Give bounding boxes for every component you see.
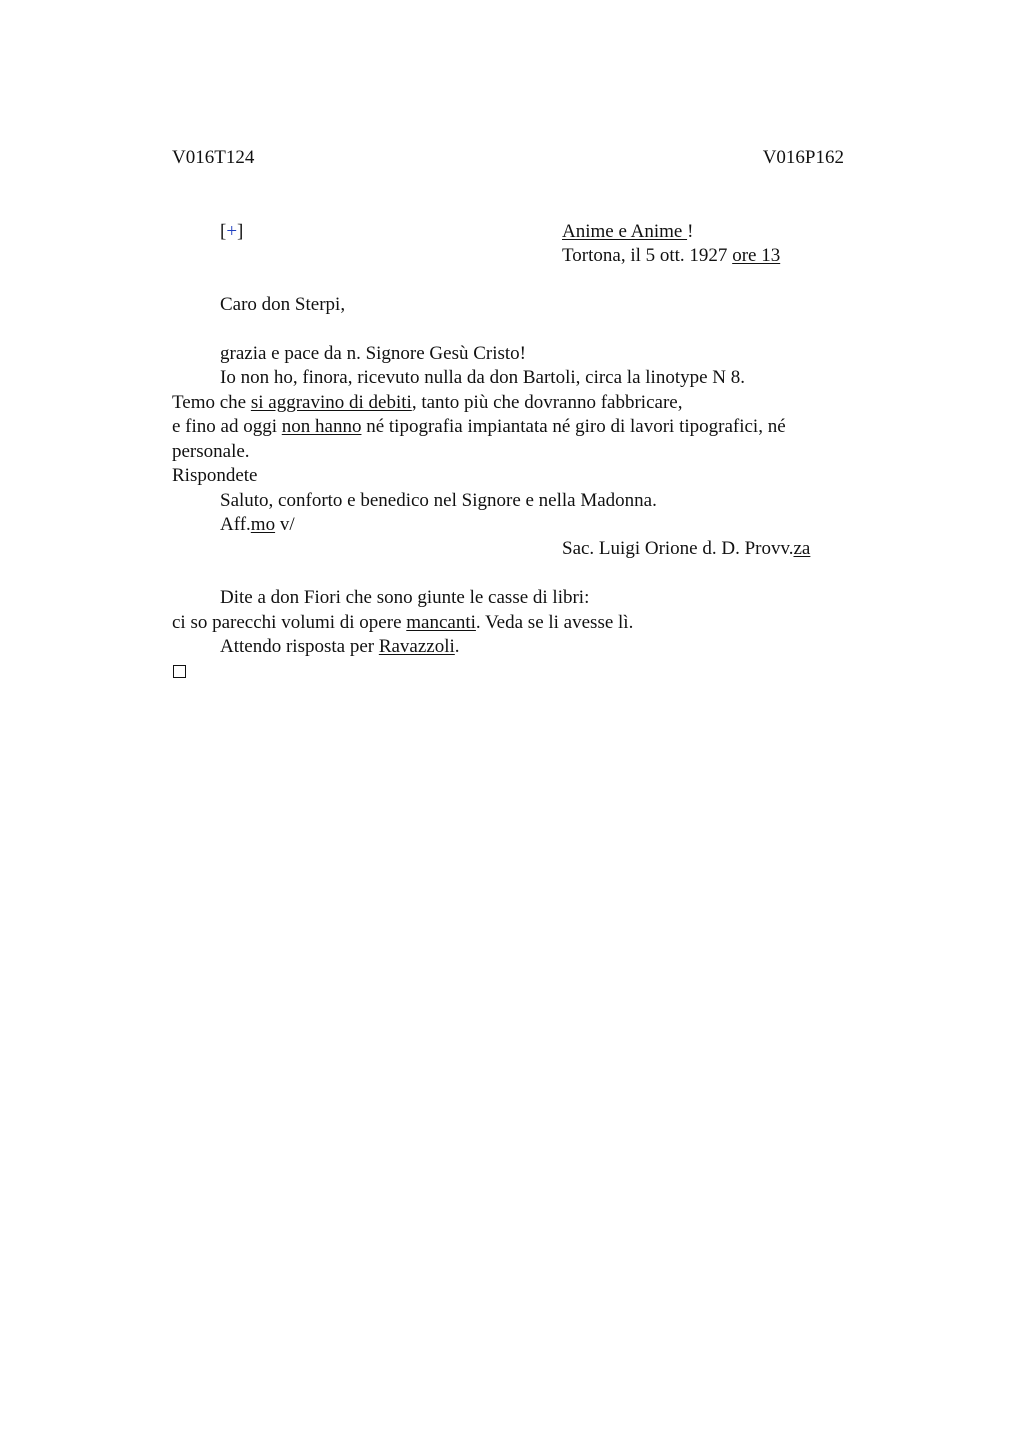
body-line-2-end: , tanto più che dovranno fabbricare, (411, 392, 683, 413)
postscript-line-3-end: . (454, 636, 460, 657)
affectionate-line (220, 513, 295, 537)
body-line-3-underlined: non hanno (281, 416, 362, 437)
aff-underlined: mo (250, 514, 276, 535)
header-right-code: V016P162 (762, 147, 844, 168)
postscript-line-2-underlined: mancanti (406, 612, 476, 633)
body-line-4: personale. (172, 441, 250, 462)
postscript-line-3-underlined: Ravazzoli (378, 636, 455, 657)
cross-icon: + (226, 221, 238, 242)
postscript-line-3 (220, 635, 460, 659)
body-line-1: Io non ho, finora, ricevuto nulla da don Bartoli, circa la linotype N 8. (220, 367, 745, 388)
hour-text: ore 13 (732, 245, 781, 266)
motto-text: Anime e Anime (562, 221, 688, 242)
salutation: Caro don Sterpi, (220, 294, 346, 315)
body-line-3-end: né tipografia impiantata né giro di lavori tipografici, né (361, 416, 786, 437)
cross-mark (220, 220, 243, 244)
signature-text: Sac. Luigi Orione d. D. Provv. (562, 538, 794, 559)
body-line-5: Rispondete (172, 465, 258, 486)
aff-end: v/ (275, 514, 295, 535)
header-left-code: V016T124 (172, 147, 255, 168)
place-date-text: Tortona, il 5 ott. 1927 (562, 245, 733, 266)
cross-close-bracket: ] (237, 221, 244, 242)
body-line-2-underlined: si aggravino di debiti (250, 392, 412, 413)
end-square-icon (173, 665, 186, 678)
postscript-line-1: Dite a don Fiori che sono giunte le casse di libri: (220, 587, 590, 608)
postscript-line-2 (172, 611, 633, 635)
body-line-3-start: e fino ad oggi (172, 416, 282, 437)
motto-exclamation: ! (687, 221, 694, 242)
postscript-line-2-start: ci so parecchi volumi di opere (172, 612, 407, 633)
aff-start: Aff. (220, 514, 251, 535)
place-date (562, 244, 780, 268)
postscript-line-3-start: Attendo risposta per (220, 636, 379, 657)
closing-line: Saluto, conforto e benedico nel Signore e nella Madonna. (220, 490, 657, 511)
body-line-3 (172, 415, 786, 439)
postscript-line-2-end: . Veda se li avesse lì. (475, 612, 634, 633)
body-line-2-start: Temo che (172, 392, 251, 413)
signature-underlined: za (793, 538, 811, 559)
greeting: grazia e pace da n. Signore Gesù Cristo! (220, 343, 527, 364)
signature (562, 537, 810, 561)
cross-open-bracket: [ (220, 221, 227, 242)
motto (562, 220, 693, 244)
body-line-2 (172, 391, 682, 415)
